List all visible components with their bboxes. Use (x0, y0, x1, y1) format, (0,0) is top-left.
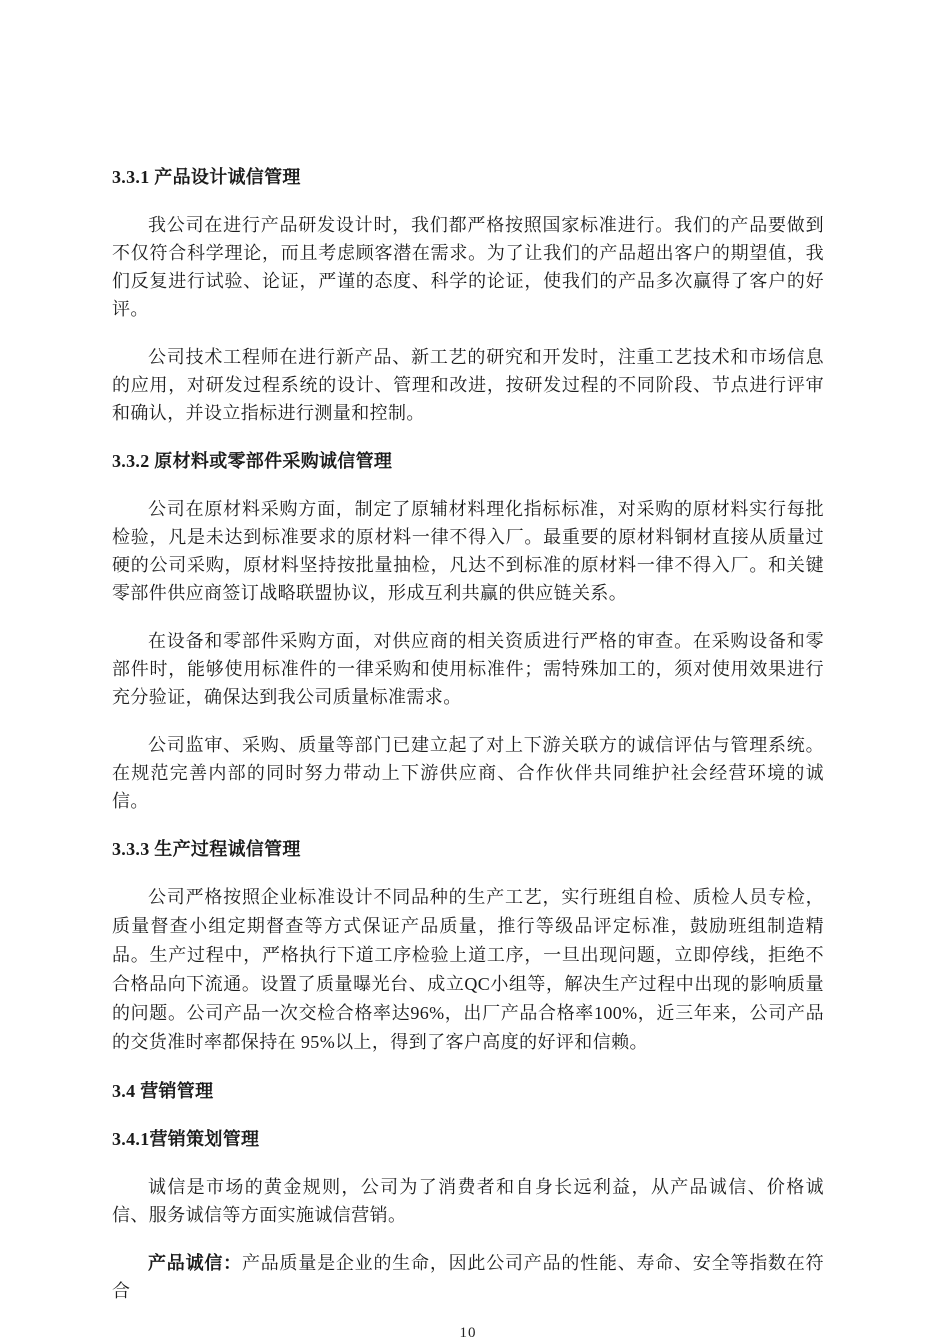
paragraph-procurement-integrity-1: 公司在原材料采购方面，制定了原辅材料理化指标标准，对采购的原材料实行每批检验，凡是未达到标准要求的原材料一律不得入厂。最重要的原材料铜材直接从质量过硬的公司采购，原材料坚持按批量抽检，凡达不到标准的原材料一律不得入厂。和关键零部件供应商签订战略联盟协议，形成互利共赢的供应链关系。 (112, 499, 824, 603)
paragraph-design-integrity-1: 我公司在进行产品研发设计时，我们都严格按照国家标准进行。我们的产品要做到不仅符合科学理论，而且考虑顾客潜在需求。为了让我们的产品超出客户的期望值，我们反复进行试验、论证，严谨的态度、科学的论证，使我们的产品多次赢得了客户的好评。 (112, 215, 824, 319)
product-integrity-text: 产品质量是企业的生命，因此公司产品的性能、寿命、安全等指数在符合 (112, 1253, 825, 1301)
paragraph-marketing-integrity-2 (112, 1249, 824, 1305)
paragraph-production-integrity: 公司严格按照企业标准设计不同品种的生产工艺，实行班组自检、质检人员专检，质量督查小组定期督查等方式保证产品质量，推行等级品评定标准，鼓励班组制造精品。生产过程中，严格执行下道工序检验上道工序，一旦出现问题，立即停线，拒绝不合格品向下流通。设置了质量曝光台、成立QC小组等，解决生产过程中出现的影响质量的问题。公司产品一次交检合格率达96%，出厂产品合格率100%，近三年来，公司产品的交货准时率都保持在 95%以上，得到了客户高度的好评和信赖。 (112, 887, 824, 1052)
heading-3-3-1: 3.3.1 产品设计诚信管理 (112, 167, 301, 187)
heading-3-4-1: 3.4.1营销策划管理 (112, 1129, 260, 1149)
page-number: 10 (459, 1325, 477, 1341)
heading-3-3-3: 3.3.3 生产过程诚信管理 (112, 839, 301, 859)
paragraph-marketing-integrity-1: 诚信是市场的黄金规则，公司为了消费者和自身长远利益，从产品诚信、价格诚信、服务诚信等方面实施诚信营销。 (112, 1177, 824, 1225)
paragraph-design-integrity-2: 公司技术工程师在进行新产品、新工艺的研究和开发时，注重工艺技术和市场信息的应用，对研发过程系统的设计、管理和改进，按研发过程的不同阶段、节点进行评审和确认，并设立指标进行测量和控制。 (112, 347, 824, 423)
paragraph-procurement-integrity-2: 在设备和零部件采购方面，对供应商的相关资质进行严格的审查。在采购设备和零部件时，能够使用标准件的一律采购和使用标准件；需特殊加工的，须对使用效果进行充分验证，确保达到我公司质量标准需求。 (112, 631, 824, 707)
heading-3-3-2: 3.3.2 原材料或零部件采购诚信管理 (112, 451, 393, 471)
product-integrity-label: 产品诚信： (148, 1253, 242, 1273)
paragraph-procurement-integrity-3: 公司监审、采购、质量等部门已建立起了对上下游关联方的诚信评估与管理系统。在规范完善内部的同时努力带动上下游供应商、合作伙伴共同维护社会经营环境的诚信。 (112, 735, 824, 811)
heading-3-4: 3.4 营销管理 (112, 1081, 214, 1101)
